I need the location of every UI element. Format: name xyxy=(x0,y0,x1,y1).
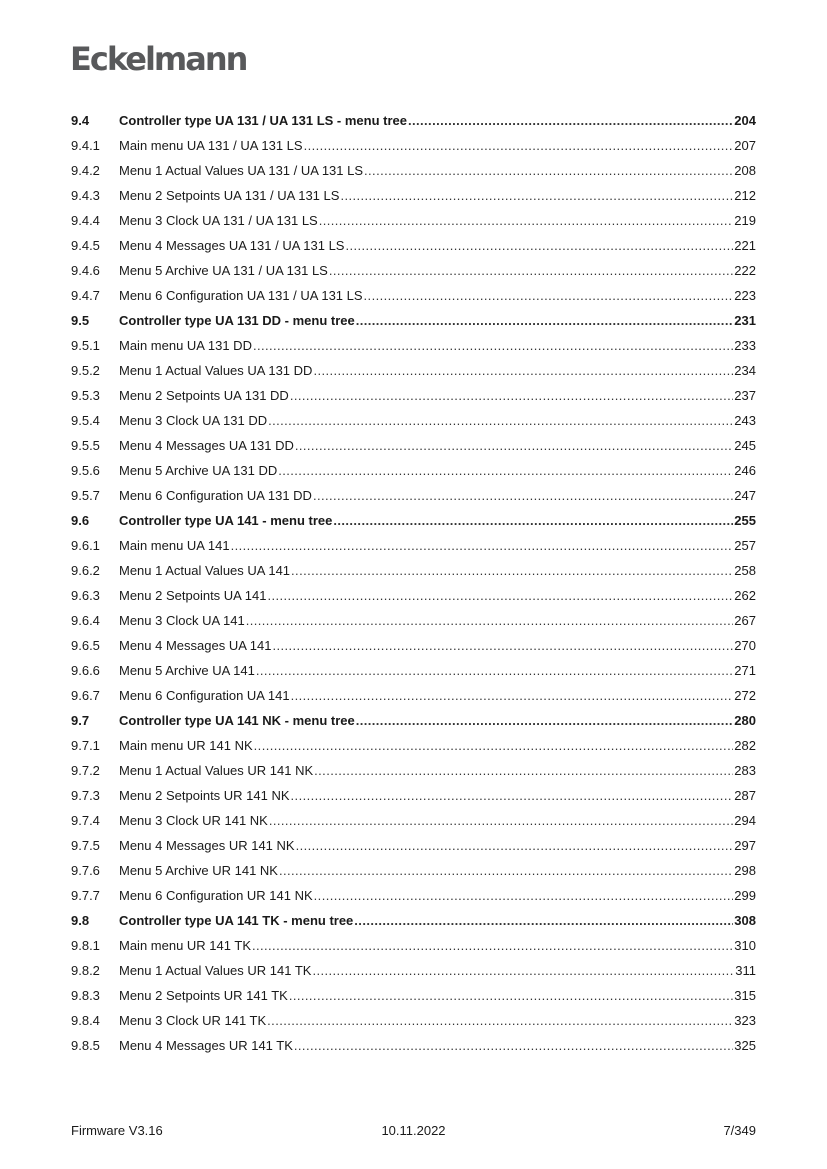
toc-dot-leader xyxy=(246,608,734,633)
toc-entry-number: 9.8.3 xyxy=(71,988,100,1003)
toc-entry-page: 221 xyxy=(734,238,756,253)
toc-dot-leader xyxy=(254,733,734,758)
toc-entry-page: 270 xyxy=(734,638,756,653)
toc-entry[interactable] xyxy=(71,358,756,383)
toc-entry-number: 9.8.5 xyxy=(71,1038,100,1053)
toc-entry-page: 245 xyxy=(734,438,756,453)
toc-dot-leader xyxy=(253,333,733,358)
toc-entry[interactable] xyxy=(71,383,756,408)
toc-entry-number: 9.7.7 xyxy=(71,888,100,903)
toc-entry-title: Menu 2 Setpoints UA 131 / UA 131 LS xyxy=(119,188,340,203)
toc-entry[interactable] xyxy=(71,483,756,508)
toc-entry[interactable] xyxy=(71,933,756,958)
toc-entry-number: 9.7 xyxy=(71,713,90,728)
toc-entry-title: Menu 1 Actual Values UA 131 / UA 131 LS xyxy=(119,163,364,178)
toc-entry-page: 255 xyxy=(734,513,756,528)
toc-entry-number: 9.7.2 xyxy=(71,763,100,778)
toc-entry-page: 223 xyxy=(734,288,756,303)
toc-entry-page: 233 xyxy=(734,338,756,353)
toc-entry[interactable] xyxy=(71,983,756,1008)
toc-entry-page: 297 xyxy=(734,838,756,853)
toc-dot-leader xyxy=(289,983,733,1008)
toc-dot-leader xyxy=(256,658,733,683)
toc-entry-title: Menu 4 Messages UA 131 / UA 131 LS xyxy=(119,238,345,253)
eckelmann-logo: Eckelmann xyxy=(70,40,247,78)
toc-dot-leader xyxy=(269,808,733,833)
toc-dot-leader xyxy=(313,483,733,508)
toc-dot-leader xyxy=(314,883,734,908)
toc-dot-leader xyxy=(329,258,733,283)
footer-page-number: 7/349 xyxy=(723,1123,756,1138)
toc-entry-number: 9.7.5 xyxy=(71,838,100,853)
toc-entry-number: 9.8.2 xyxy=(71,963,100,978)
toc-entry-page: 325 xyxy=(734,1038,756,1053)
toc-entry-page: 257 xyxy=(734,538,756,553)
toc-entry-number: 9.5.7 xyxy=(71,488,100,503)
toc-entry-title: Menu 1 Actual Values UA 131 DD xyxy=(119,363,313,378)
toc-entry-page: 315 xyxy=(734,988,756,1003)
toc-dot-leader xyxy=(290,383,733,408)
toc-entry-page: 237 xyxy=(734,388,756,403)
toc-entry-number: 9.6.7 xyxy=(71,688,100,703)
toc-dot-leader xyxy=(267,583,733,608)
toc-section-entry[interactable] xyxy=(71,108,756,133)
toc-entry-title: Menu 5 Archive UR 141 NK xyxy=(119,863,278,878)
toc-entry-number: 9.4.6 xyxy=(71,263,100,278)
toc-entry[interactable] xyxy=(71,433,756,458)
toc-entry[interactable] xyxy=(71,633,756,658)
toc-section-entry[interactable] xyxy=(71,908,756,933)
toc-entry-title: Menu 1 Actual Values UR 141 TK xyxy=(119,963,312,978)
toc-entry-title: Main menu UR 141 TK xyxy=(119,938,251,953)
toc-entry[interactable] xyxy=(71,758,756,783)
toc-entry-page: 212 xyxy=(734,188,756,203)
toc-dot-leader xyxy=(291,783,734,808)
toc-entry-title: Controller type UA 141 - menu tree xyxy=(119,513,333,528)
toc-section-entry[interactable] xyxy=(71,708,756,733)
toc-entry[interactable] xyxy=(71,808,756,833)
toc-dot-leader xyxy=(356,708,734,733)
footer-date: 10.11.2022 xyxy=(381,1123,446,1138)
toc-entry[interactable] xyxy=(71,958,756,983)
toc-entry-title: Main menu UR 141 NK xyxy=(119,738,253,753)
toc-entry-number: 9.5.3 xyxy=(71,388,100,403)
toc-entry-number: 9.8.4 xyxy=(71,1013,100,1028)
toc-entry[interactable] xyxy=(71,558,756,583)
toc-entry-title: Menu 6 Configuration UA 131 / UA 131 LS xyxy=(119,288,363,303)
toc-dot-leader xyxy=(231,533,734,558)
toc-entry-number: 9.7.3 xyxy=(71,788,100,803)
toc-entry[interactable] xyxy=(71,683,756,708)
toc-entry-number: 9.5.4 xyxy=(71,413,100,428)
toc-entry-number: 9.7.6 xyxy=(71,863,100,878)
toc-entry[interactable] xyxy=(71,283,756,308)
toc-dot-leader xyxy=(267,1008,733,1033)
toc-entry-number: 9.8 xyxy=(71,913,90,928)
toc-entry-page: 271 xyxy=(734,663,756,678)
toc-entry-page: 283 xyxy=(734,763,756,778)
toc-entry-title: Controller type UA 141 NK - menu tree xyxy=(119,713,355,728)
toc-entry-number: 9.6.2 xyxy=(71,563,100,578)
toc-entry-number: 9.7.1 xyxy=(71,738,100,753)
toc-entry[interactable] xyxy=(71,833,756,858)
toc-entry-number: 9.5 xyxy=(71,313,90,328)
toc-entry[interactable] xyxy=(71,783,756,808)
toc-entry-title: Menu 4 Messages UA 141 xyxy=(119,638,272,653)
toc-entry-title: Controller type UA 141 TK - menu tree xyxy=(119,913,354,928)
toc-entry-number: 9.4.1 xyxy=(71,138,100,153)
toc-entry[interactable] xyxy=(71,883,756,908)
toc-dot-leader xyxy=(272,633,733,658)
toc-dot-leader xyxy=(340,183,733,208)
footer-firmware-version: Firmware V3.16 xyxy=(71,1123,163,1138)
toc-dot-leader xyxy=(304,133,734,158)
toc-entry-page: 311 xyxy=(735,963,756,978)
toc-entry-page: 308 xyxy=(734,913,756,928)
toc-entry-title: Menu 6 Configuration UA 131 DD xyxy=(119,488,312,503)
toc-entry[interactable] xyxy=(71,533,756,558)
toc-dot-leader xyxy=(356,308,734,333)
toc-entry-page: 299 xyxy=(734,888,756,903)
toc-entry-title: Menu 5 Archive UA 131 / UA 131 LS xyxy=(119,263,328,278)
toc-entry-page: 262 xyxy=(734,588,756,603)
toc-entry-title: Menu 2 Setpoints UA 141 xyxy=(119,588,267,603)
toc-entry-page: 243 xyxy=(734,413,756,428)
toc-entry-number: 9.6.5 xyxy=(71,638,100,653)
toc-entry-title: Main menu UA 141 xyxy=(119,538,230,553)
toc-dot-leader xyxy=(345,233,733,258)
toc-dot-leader xyxy=(314,758,733,783)
toc-dot-leader xyxy=(291,683,734,708)
toc-section-entry[interactable] xyxy=(71,308,756,333)
toc-entry[interactable] xyxy=(71,208,756,233)
toc-entry-number: 9.6.3 xyxy=(71,588,100,603)
toc-entry-title: Menu 6 Configuration UR 141 NK xyxy=(119,888,313,903)
toc-entry-title: Menu 6 Configuration UA 141 xyxy=(119,688,290,703)
toc-entry-page: 246 xyxy=(734,463,756,478)
toc-dot-leader xyxy=(313,358,733,383)
toc-entry-title: Menu 1 Actual Values UA 141 xyxy=(119,563,291,578)
table-of-contents xyxy=(71,108,756,1058)
toc-entry[interactable] xyxy=(71,583,756,608)
toc-entry-number: 9.8.1 xyxy=(71,938,100,953)
toc-dot-leader xyxy=(364,283,734,308)
toc-entry-number: 9.4.3 xyxy=(71,188,100,203)
toc-entry[interactable] xyxy=(71,458,756,483)
toc-entry-page: 272 xyxy=(734,688,756,703)
toc-entry-number: 9.4.7 xyxy=(71,288,100,303)
toc-entry-number: 9.7.4 xyxy=(71,813,100,828)
toc-entry-title: Controller type UA 131 DD - menu tree xyxy=(119,313,355,328)
toc-entry-page: 208 xyxy=(734,163,756,178)
toc-dot-leader xyxy=(268,408,733,433)
toc-entry[interactable] xyxy=(71,183,756,208)
toc-entry-title: Menu 1 Actual Values UR 141 NK xyxy=(119,763,314,778)
toc-entry-number: 9.5.1 xyxy=(71,338,100,353)
toc-entry-number: 9.4 xyxy=(71,113,90,128)
toc-entry-number: 9.4.2 xyxy=(71,163,100,178)
toc-entry-number: 9.5.2 xyxy=(71,363,100,378)
toc-dot-leader xyxy=(312,958,734,983)
toc-dot-leader xyxy=(295,433,733,458)
toc-entry-title: Main menu UA 131 DD xyxy=(119,338,252,353)
toc-entry-title: Controller type UA 131 / UA 131 LS - menu tree xyxy=(119,113,407,128)
toc-entry-number: 9.6.6 xyxy=(71,663,100,678)
toc-entry-title: Menu 3 Clock UA 141 xyxy=(119,613,245,628)
toc-entry-title: Menu 5 Archive UA 131 DD xyxy=(119,463,278,478)
toc-entry-page: 323 xyxy=(734,1013,756,1028)
toc-entry-page: 298 xyxy=(734,863,756,878)
toc-entry[interactable] xyxy=(71,1008,756,1033)
toc-entry-page: 267 xyxy=(734,613,756,628)
toc-entry-page: 280 xyxy=(734,713,756,728)
toc-entry[interactable] xyxy=(71,158,756,183)
toc-dot-leader xyxy=(333,508,733,533)
toc-dot-leader xyxy=(354,908,733,933)
toc-entry-number: 9.6.4 xyxy=(71,613,100,628)
toc-entry-page: 310 xyxy=(734,938,756,953)
toc-dot-leader xyxy=(278,458,733,483)
toc-dot-leader xyxy=(291,558,733,583)
toc-entry-number: 9.4.4 xyxy=(71,213,100,228)
toc-entry-title: Menu 3 Clock UA 131 DD xyxy=(119,413,268,428)
toc-entry-page: 294 xyxy=(734,813,756,828)
toc-entry[interactable] xyxy=(71,408,756,433)
toc-entry[interactable] xyxy=(71,133,756,158)
toc-entry-title: Menu 2 Setpoints UA 131 DD xyxy=(119,388,289,403)
toc-entry[interactable] xyxy=(71,258,756,283)
toc-entry-title: Menu 4 Messages UA 131 DD xyxy=(119,438,294,453)
toc-entry[interactable] xyxy=(71,658,756,683)
toc-entry-title: Menu 3 Clock UA 131 / UA 131 LS xyxy=(119,213,318,228)
toc-dot-leader xyxy=(408,108,733,133)
toc-entry-title: Main menu UA 131 / UA 131 LS xyxy=(119,138,303,153)
toc-entry-title: Menu 2 Setpoints UR 141 TK xyxy=(119,988,288,1003)
toc-entry-page: 282 xyxy=(734,738,756,753)
toc-entry[interactable] xyxy=(71,1033,756,1058)
toc-dot-leader xyxy=(296,833,734,858)
toc-entry-number: 9.5.5 xyxy=(71,438,100,453)
toc-entry-number: 9.6.1 xyxy=(71,538,100,553)
toc-entry-number: 9.5.6 xyxy=(71,463,100,478)
toc-entry-title: Menu 3 Clock UR 141 TK xyxy=(119,1013,267,1028)
toc-entry-page: 287 xyxy=(734,788,756,803)
toc-dot-leader xyxy=(294,1033,733,1058)
toc-entry-title: Menu 3 Clock UR 141 NK xyxy=(119,813,268,828)
toc-entry[interactable] xyxy=(71,333,756,358)
toc-entry[interactable] xyxy=(71,733,756,758)
toc-entry-page: 219 xyxy=(734,213,756,228)
toc-entry-page: 234 xyxy=(734,363,756,378)
toc-entry[interactable] xyxy=(71,858,756,883)
toc-entry-page: 258 xyxy=(734,563,756,578)
toc-entry-title: Menu 2 Setpoints UR 141 NK xyxy=(119,788,290,803)
toc-dot-leader xyxy=(364,158,733,183)
toc-entry-title: Menu 4 Messages UR 141 TK xyxy=(119,1038,293,1053)
toc-entry-page: 247 xyxy=(734,488,756,503)
toc-dot-leader xyxy=(319,208,734,233)
toc-entry-title: Menu 4 Messages UR 141 NK xyxy=(119,838,295,853)
toc-entry-page: 222 xyxy=(734,263,756,278)
toc-entry[interactable] xyxy=(71,233,756,258)
toc-dot-leader xyxy=(279,858,733,883)
toc-entry-title: Menu 5 Archive UA 141 xyxy=(119,663,255,678)
toc-entry[interactable] xyxy=(71,608,756,633)
toc-section-entry[interactable] xyxy=(71,508,756,533)
toc-entry-number: 9.6 xyxy=(71,513,90,528)
toc-entry-page: 207 xyxy=(734,138,756,153)
toc-entry-page: 231 xyxy=(734,313,756,328)
toc-entry-page: 204 xyxy=(734,113,756,128)
toc-entry-number: 9.4.5 xyxy=(71,238,100,253)
toc-dot-leader xyxy=(252,933,733,958)
